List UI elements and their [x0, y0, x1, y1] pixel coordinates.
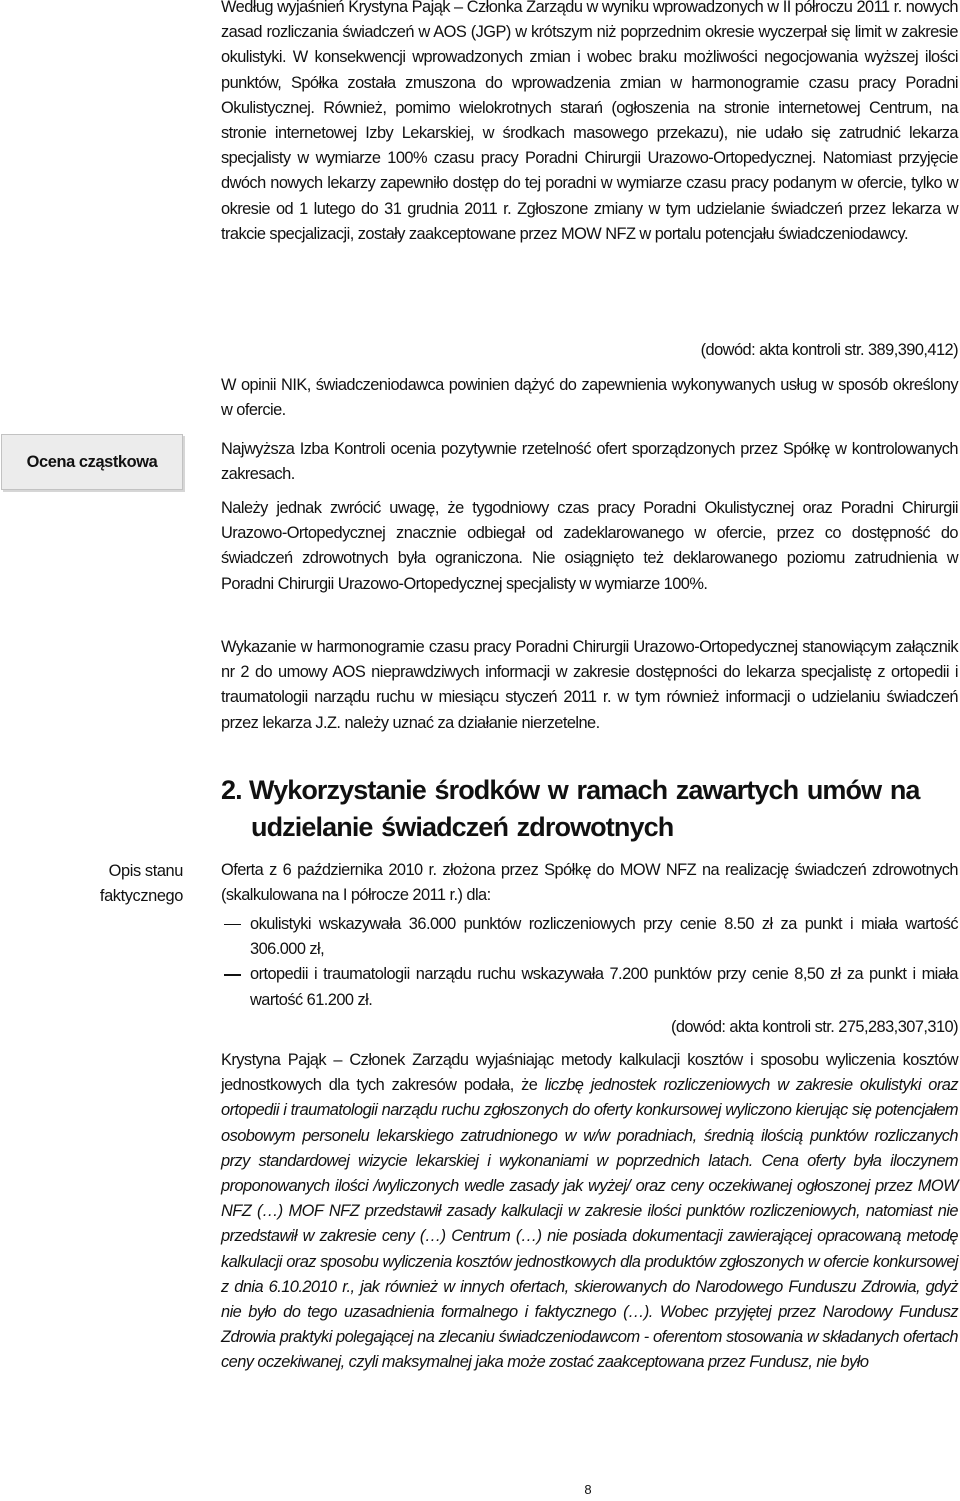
section-number: 2.	[221, 775, 242, 805]
section-heading	[221, 772, 958, 846]
page-number: 8	[584, 1482, 592, 1497]
paragraph-harmonogram	[221, 635, 958, 736]
evidence-reference-1	[221, 338, 958, 363]
opis-label-line1: Opis stanu	[108, 862, 183, 880]
opis-label-line2: faktycznego	[99, 887, 183, 905]
evidence-text: (dowód: akta kontroli str. 275,283,307,310)	[670, 1018, 958, 1036]
list-item	[221, 912, 958, 962]
paragraph-italic-quote: liczbę jednostek rozliczeniowych w zakresie okulistyki oraz ortopedii i traumatologii narządu ruchu zgłoszonych do oferty konkursowej wyliczono kierując się potencjałem osobowym personelu lekarskiego zatrudnionego w w/w poradniach, średnią ilością punktów rozliczanych przy standardowej wizycie lekarskiej i wykonaniami w poprzednich latach. Cena oferty była iloczynem proponowanych ilości /wyliczonych wedle zasady jak wyżej/ oraz ceny oczekiwanej ogłoszonej przez MOW NFZ (…) MOF NFZ przedstawił zasady kalkulacji w zakresie ilości punktów rozliczeniowych, natomiast nie przedstawił w zakresie ceny (…) Centrum (…) nie posiada dokumentacji zawierającej opracowaną metodę kalkulacji oraz sposobu wyliczenia kosztów jednostkowych dla produktów zgłoszonych w ofercie konkursowej z dnia 6.10.2010 r., jak również w innych ofertach, skierowanych do Narodowego Funduszu Zdrowia, gdyż nie było do tego uzasadnienia formalnego i faktycznego (…). Wobec przyjętej przez Narodowy Fundusz Zdrowia praktyki polegającej na zlecaniu świadczeniodawcom - oferentom stosowania w składanych ofertach ceny oczekiwanej, czyli maksymalnej jaka może zostać zaakceptowana przez Fundusz, nie było	[221, 1076, 958, 1372]
paragraph-remarks	[221, 496, 958, 597]
evidence-reference-2	[221, 1015, 958, 1040]
evidence-text: (dowód: akta kontroli str. 389,390,412)	[700, 341, 958, 359]
section-title-line2: udzielanie świadczeń zdrowotnych	[251, 812, 674, 842]
paragraph-nik-opinion	[221, 373, 958, 423]
paragraph-plain-part: Krystyna Pająk – Członek Zarządu wyjaśniając metody kalkulacji kosztów i sposobu wyliczenia kosztów jednostkowych dla tych zakresów podała, że	[221, 1051, 958, 1095]
paragraph-text	[221, 1048, 958, 1376]
paragraph-text: Oferta z 6 października 2010 r. złożona przez Spółkę do MOW NFZ na realizację świadczeń zdrowotnych (skalkulowana na I półrocze 2011 r.) dla:	[221, 861, 958, 905]
dash-bullet-icon	[224, 974, 241, 975]
paragraph-nik-assessment	[221, 437, 958, 487]
paragraph-offer	[221, 858, 958, 908]
paragraph-text: Najwyższa Izba Kontroli ocenia pozytywnie rzetelność ofert sporządzonych przez Spółkę w kontrolowanych zakresach.	[221, 440, 958, 484]
paragraph-text: W opinii NIK, świadczeniodawca powinien dążyć do zapewnienia wykonywanych usług w sposób określony w ofercie.	[221, 376, 958, 420]
offer-bullet-list	[221, 912, 958, 1013]
ocena-label-text: Ocena cząstkowa	[26, 452, 158, 471]
paragraph-explanation-limit	[221, 0, 958, 247]
paragraph-text: Wykazanie w harmonogramie czasu pracy Poradni Chirurgii Urazowo-Ortopedycznej stanowiącym załącznik nr 2 do umowy AOS nieprawdziwych informacji w zakresie dostępności do lekarza specjalistę z ortopedii i traumatologii narządu ruchu w miesiącu styczeń 2011 r. w tym również informacji o udzielaniu świadczeń przez lekarza J.Z. należy uznać za działanie nierzetelne.	[221, 638, 958, 732]
paragraph-text: Należy jednak zwrócić uwagę, że tygodniowy czas pracy Poradni Okulistycznej oraz Poradni Chirurgii Urazowo-Ortopedycznej znacznie odbiegał od zadeklarowanego w ofercie, przez co dostępność do świadczeń zdrowotnych była ograniczona. Nie osiągnięto też deklarowanego poziomu zatrudnienia w Poradni Chirurgii Urazowo-Ortopedycznej specjalisty w wymiarze 100%.	[221, 499, 958, 593]
list-item-text: ortopedii i traumatologii narządu ruchu wskazywała 7.200 punktów przy cenie 8,50 zł za punkt i miała wartość 61.200 zł.	[250, 965, 958, 1009]
paragraph-cost-calculation	[221, 1048, 958, 1376]
paragraph-text: Według wyjaśnień Krystyna Pająk – Członka Zarządu w wyniku wprowadzonych w II półroczu 2011 r. nowych zasad rozliczania świadczeń w AOS (JGP) w krótszym niż poprzednim okresie wyczerpał się limit w zakresie okulistyki. W konsekwencji wprowadzonych zmian i wobec braku możliwości negocjowania wyższej ilości punktów, Spółka została zmuszona do wprowadzenia zmian w harmonogramie czasu pracy Poradni Okulistycznej. Również, pomimo wielokrotnych starań (ogłoszenia na stronie internetowej Centrum, na stronie internetowej Izby Lekarskiej, w środkach masowego przekazu), nie udało się zatrudnić lekarza specjalisty w wymiarze 100% czasu pracy Poradni Chirurgii Urazowo-Ortopedycznej. Natomiast przyjęcie dwóch nowych lekarzy zapewniło dostęp do tej poradni w wymiarze czasu pracy podanym w ofercie, tylko w okresie od 1 lutego do 31 grudnia 2011 r. Zgłoszone zmiany w tym udzielanie świadczeń przez lekarza w trakcie specjalizacji, zostały zaakceptowane przez MOW NFZ w portalu potencjału świadczeniodawcy.	[221, 0, 958, 243]
opis-stanu-faktycznego-label	[63, 859, 183, 909]
ocena-czastkowa-label	[1, 434, 183, 490]
section-title-line1: Wykorzystanie środków w ramach zawartych umów na	[249, 775, 920, 805]
list-item	[221, 962, 958, 1012]
dash-bullet-icon	[224, 924, 241, 925]
list-item-text: okulistyki wskazywała 36.000 punktów rozliczeniowych przy cenie 8.50 zł za punkt i miała wartość 306.000 zł,	[250, 915, 958, 959]
